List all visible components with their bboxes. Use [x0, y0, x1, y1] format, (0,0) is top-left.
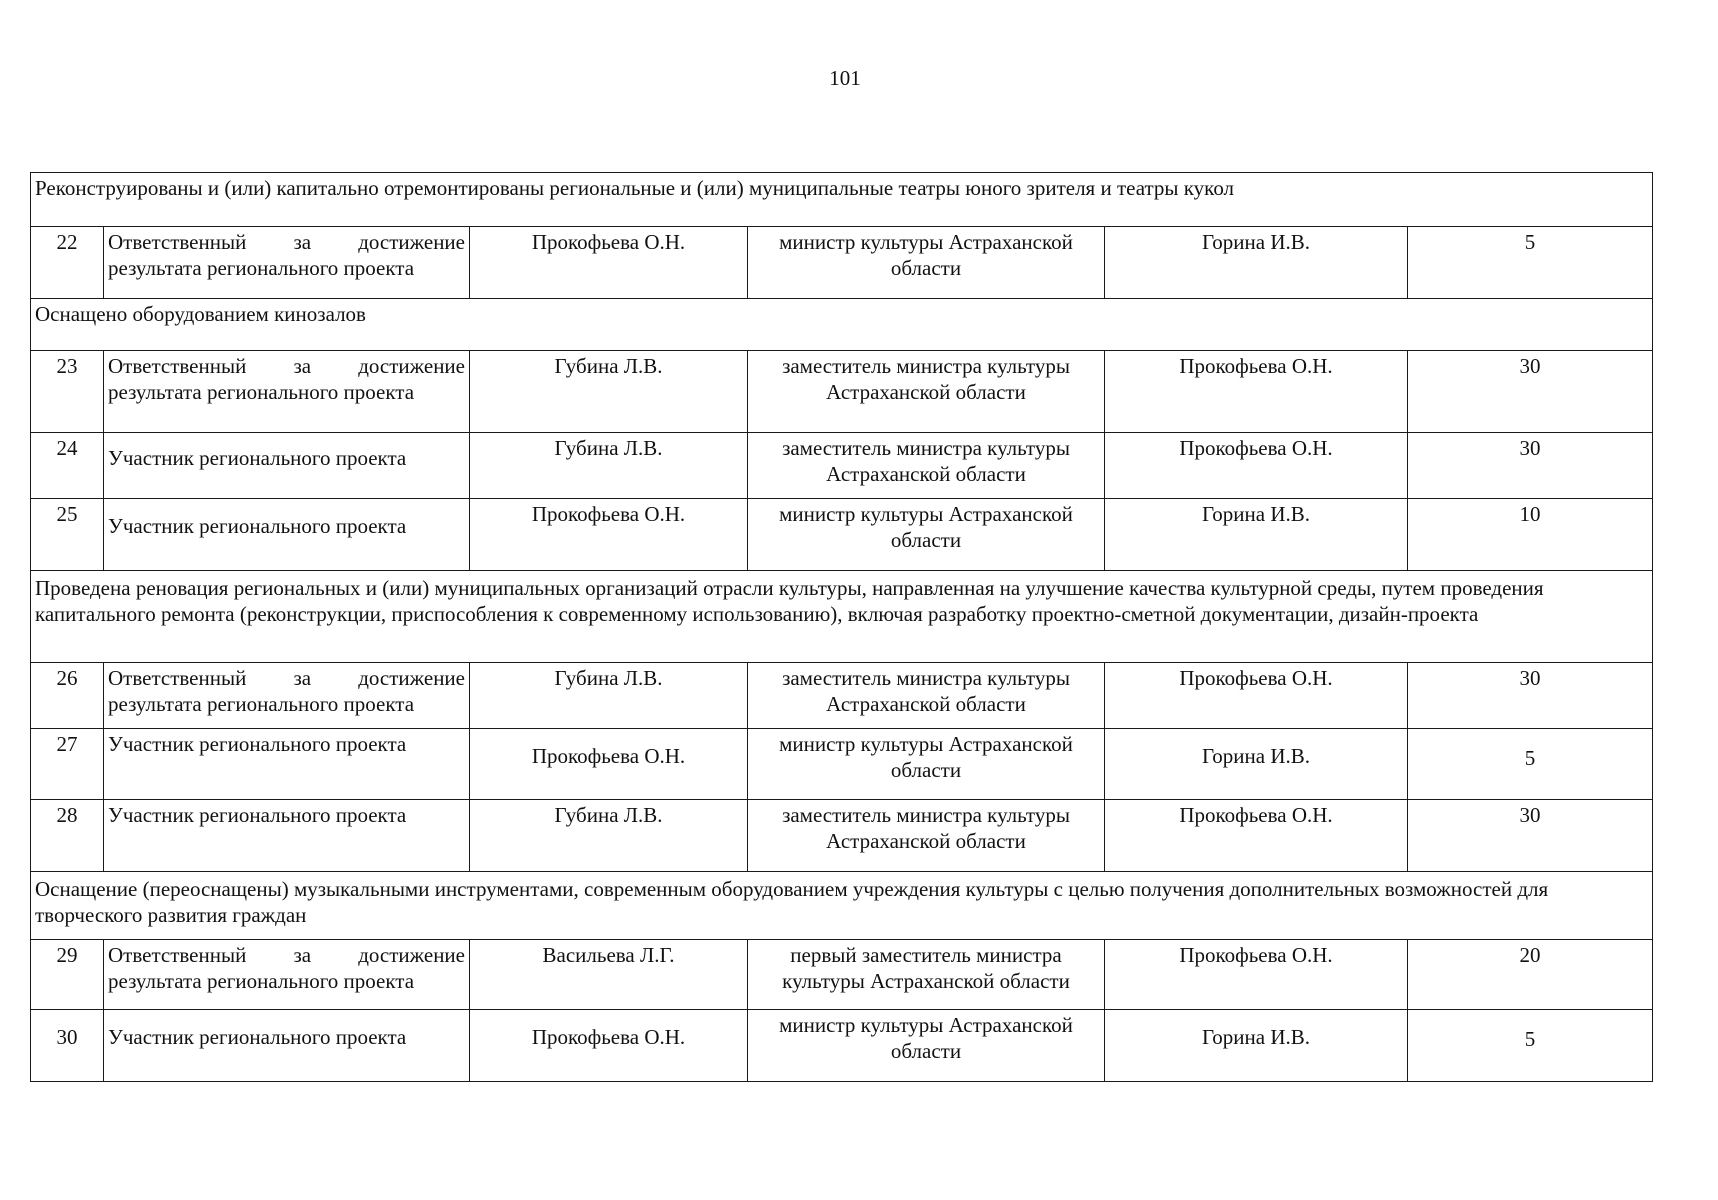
value-cell: 5 — [1408, 227, 1653, 299]
supervisor-cell: Горина И.В. — [1105, 729, 1408, 800]
table-row — [31, 663, 1653, 729]
supervisor-cell: Горина И.В. — [1105, 1010, 1408, 1082]
table-row — [31, 227, 1653, 299]
position-cell: заместитель министра культуры Астраханской области — [748, 351, 1105, 433]
section-row — [31, 299, 1653, 351]
name-cell: Прокофьева О.Н. — [470, 499, 748, 571]
table-row — [31, 499, 1653, 571]
supervisor-cell: Прокофьева О.Н. — [1105, 663, 1408, 729]
value-cell: 30 — [1408, 433, 1653, 499]
position-cell: министр культуры Астраханской области — [748, 1010, 1105, 1082]
row-number: 29 — [31, 940, 104, 1010]
section-title: Проведена реновация региональных и (или) муниципальных организаций отрасли культуры, направленная на улучшение качества культурной среды, путем проведения капитального ремонта (реконструкции, приспособления к современному использованию), включая разработку проектно-сметной документации, дизайн-проекта — [31, 571, 1653, 663]
table-row — [31, 1010, 1653, 1082]
section-title: Реконструированы и (или) капитально отремонтированы региональные и (или) муниципальные театры юного зрителя и театры кукол — [31, 173, 1653, 227]
value-cell: 10 — [1408, 499, 1653, 571]
table-row — [31, 351, 1653, 433]
value-cell: 5 — [1408, 1010, 1653, 1082]
position-cell: министр культуры Астраханской области — [748, 227, 1105, 299]
row-number: 23 — [31, 351, 104, 433]
name-cell: Прокофьева О.Н. — [470, 1010, 748, 1082]
role-cell: Участник регионального проекта — [104, 800, 470, 872]
position-cell: министр культуры Астраханской области — [748, 729, 1105, 800]
name-cell: Губина Л.В. — [470, 800, 748, 872]
row-number: 25 — [31, 499, 104, 571]
table-row — [31, 800, 1653, 872]
role-cell: Ответственный за достижение результата регионального проекта — [104, 663, 470, 729]
row-number: 28 — [31, 800, 104, 872]
table-row — [31, 940, 1653, 1010]
role-cell: Участник регионального проекта — [104, 499, 470, 571]
name-cell: Прокофьева О.Н. — [470, 227, 748, 299]
table-row — [31, 433, 1653, 499]
section-row — [31, 872, 1653, 940]
row-number: 24 — [31, 433, 104, 499]
position-cell: министр культуры Астраханской области — [748, 499, 1105, 571]
role-cell: Ответственный за достижение результата регионального проекта — [104, 940, 470, 1010]
supervisor-cell: Прокофьева О.Н. — [1105, 800, 1408, 872]
responsibility-table — [30, 172, 1653, 1082]
supervisor-cell: Прокофьева О.Н. — [1105, 433, 1408, 499]
name-cell: Губина Л.В. — [470, 433, 748, 499]
supervisor-cell: Горина И.В. — [1105, 227, 1408, 299]
section-row — [31, 173, 1653, 227]
section-title: Оснащено оборудованием кинозалов — [31, 299, 1653, 351]
position-cell: первый заместитель министра культуры Астраханской области — [748, 940, 1105, 1010]
value-cell: 20 — [1408, 940, 1653, 1010]
section-title: Оснащение (переоснащены) музыкальными инструментами, современным оборудованием учреждения культуры с целью получения дополнительных возможностей для творческого развития граждан — [31, 872, 1653, 940]
value-cell: 30 — [1408, 800, 1653, 872]
row-number: 30 — [31, 1010, 104, 1082]
role-cell: Ответственный за достижение результата регионального проекта — [104, 351, 470, 433]
name-cell: Васильева Л.Г. — [470, 940, 748, 1010]
table-row — [31, 729, 1653, 800]
role-cell: Участник регионального проекта — [104, 729, 470, 800]
supervisor-cell: Прокофьева О.Н. — [1105, 940, 1408, 1010]
supervisor-cell: Горина И.В. — [1105, 499, 1408, 571]
value-cell: 30 — [1408, 663, 1653, 729]
section-row — [31, 571, 1653, 663]
page-number: 101 — [829, 66, 861, 90]
role-cell: Ответственный за достижение результата регионального проекта — [104, 227, 470, 299]
position-cell: заместитель министра культуры Астраханской области — [748, 800, 1105, 872]
position-cell: заместитель министра культуры Астраханской области — [748, 663, 1105, 729]
supervisor-cell: Прокофьева О.Н. — [1105, 351, 1408, 433]
row-number: 26 — [31, 663, 104, 729]
row-number: 22 — [31, 227, 104, 299]
value-cell: 5 — [1408, 729, 1653, 800]
row-number: 27 — [31, 729, 104, 800]
name-cell: Губина Л.В. — [470, 351, 748, 433]
name-cell: Прокофьева О.Н. — [470, 729, 748, 800]
role-cell: Участник регионального проекта — [104, 1010, 470, 1082]
position-cell: заместитель министра культуры Астраханской области — [748, 433, 1105, 499]
value-cell: 30 — [1408, 351, 1653, 433]
name-cell: Губина Л.В. — [470, 663, 748, 729]
role-cell: Участник регионального проекта — [104, 433, 470, 499]
